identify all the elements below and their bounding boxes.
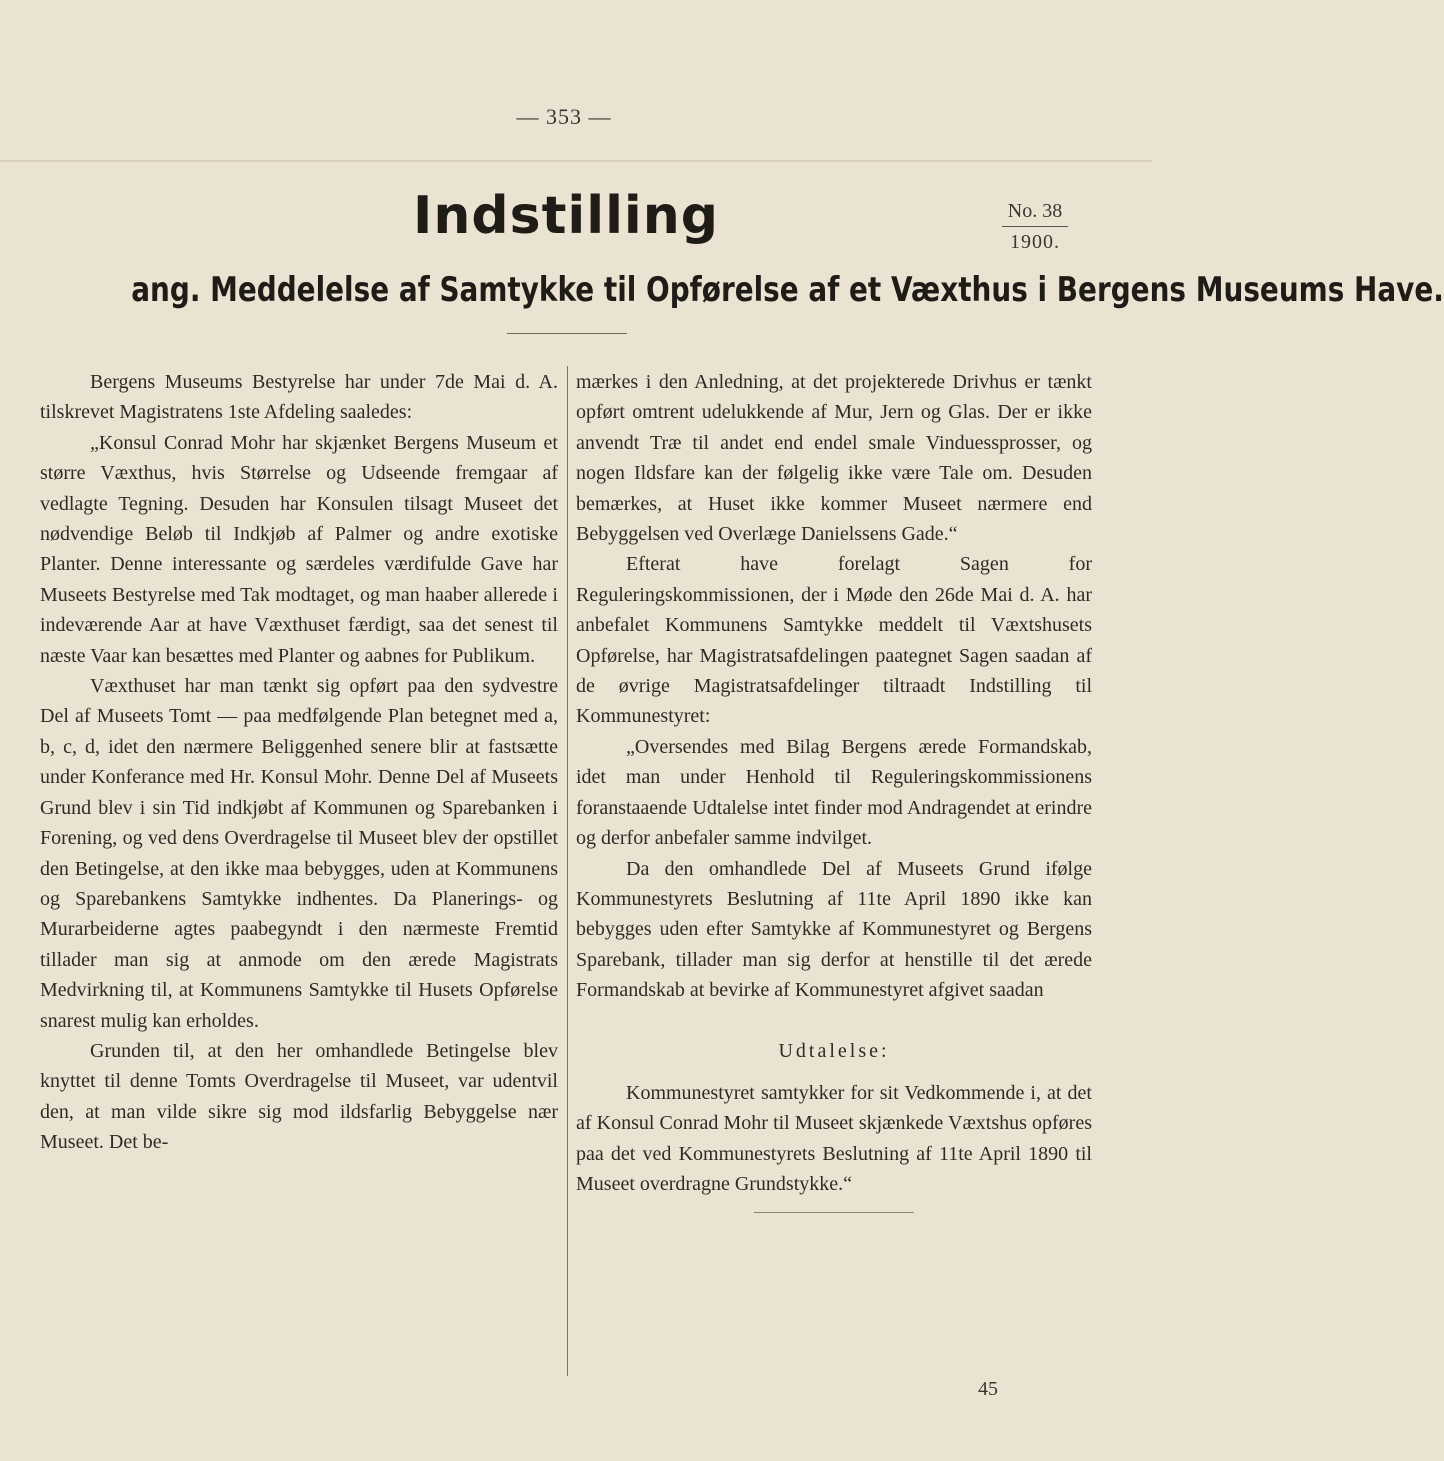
document-number: No. 38 — [1002, 200, 1068, 227]
sheet-number: 45 — [978, 1378, 998, 1400]
statement-heading: Udtalelse: — [778, 1039, 890, 1062]
left-column — [40, 367, 558, 1158]
left-paragraph-1: Bergens Museums Bestyrelse har under 7de Mai d. A. tilskrevet Magistratens 1ste Afdeling saaledes: — [40, 371, 558, 424]
title-divider — [507, 333, 627, 334]
column-separator — [567, 366, 568, 1376]
right-paragraph-1: mærkes i den Anledning, at det projekterede Drivhus er tænkt opført omtrent udelukkende af Mur, Jern og Glas. Der er ikke anvendt Træ til andet end endel smale Vinduessprosser, og nogen Ildsfare kan der følgelig ikke være Tale om. Desuden bemærkes, at Huset ikke kommer Museet nærmere end Bebyggelsen ved Overlæge Danielssens Gade.“ — [576, 371, 1092, 546]
document-year: 1900. — [1010, 231, 1060, 253]
page-fold-line — [0, 160, 1152, 162]
document-title: Indstilling — [413, 186, 719, 246]
right-paragraph-4: Da den omhandlede Del af Museets Grund ifølge Kommunestyrets Beslutning af 11te April 1890 ikke kan bebygges uden efter Samtykke af Kommunestyret og Bergens Sparebank, tillader man sig derfor at henstille til det ærede Formandskab at bevirke af Kommunestyret afgivet saadan — [576, 857, 1092, 1002]
right-paragraph-2: Efterat have forelagt Sagen for Reguleringskommissionen, der i Møde den 26de Mai d. A. har anbefalet Kommunens Samtykke meddelt til Væxtshusets Opførelse, har Magistratsafdelingen paategnet Sagen saadan af de øvrige Magistratsafdelinger tiltraadt Indstilling til Kommunestyret: — [576, 553, 1092, 728]
left-paragraph-4: Grunden til, at den her omhandlede Betingelse blev knyttet til denne Tomts Overdragelse til Museet, var udentvil den, at man vilde sikre sig mod ildsfarlig Bebyggelse nær Museet. Det be- — [40, 1039, 558, 1154]
page-number: — 353 — — [516, 104, 612, 129]
document-subtitle: ang. Meddelelse af Samtykke til Opførelse af et Væxthus i Bergens Museums Have. — [131, 270, 1444, 310]
right-column — [576, 367, 1092, 1213]
right-paragraph-3: „Oversendes med Bilag Bergens ærede Formandskab, idet man under Henhold til Reguleringskommissionens foranstaaende Udtalelse intet finder mod Andragendet at erindre og derfor anbefaler samme indvilget. — [576, 735, 1092, 850]
statement-text: Kommunestyret samtykker for sit Vedkommende i, at det af Konsul Conrad Mohr til Museet skjænkede Væxtshus opføres paa det ved Kommunestyrets Beslutning af 11te April 1890 til Museet overdragne Grundstykke.“ — [576, 1081, 1092, 1196]
left-paragraph-3: Væxthuset har man tænkt sig opført paa den sydvestre Del af Museets Tomt — paa medfølgende Plan betegnet med a, b, c, d, idet den nærmere Beliggenhed senere blir at fastsætte under Konferance med Hr. Konsul Mohr. Denne Del af Museets Grund blev i sin Tid indkjøbt af Kommunen og Sparebanken i Forening, og ved dens Overdragelse til Museet blev der opstillet den Betingelse, at den ikke maa bebygges, uden at Kommunens og Sparebankens Samtykke indhentes. Da Planerings- og Murarbeiderne agtes paabegyndt i den nærmeste Fremtid tillader man sig at anmode om den ærede Magistrats Medvirkning til, at Kommunens Samtykke til Husets Opførelse snarest mulig kan erholdes. — [40, 675, 558, 1032]
statement-divider — [754, 1212, 914, 1213]
document-number-block — [980, 200, 1090, 254]
left-paragraph-2: „Konsul Conrad Mohr har skjænket Bergens Museum et større Væxthus, hvis Størrelse og Udseende fremgaar af vedlagte Tegning. Desuden har Konsulen tilsagt Museet det nødvendige Beløb til Indkjøb af Palmer og andre exotiske Planter. Denne interessante og særdeles værdifulde Gave har Museets Bestyrelse med Tak modtaget, og man haaber allerede i indeværende Aar at have Væxthuset færdigt, saa det senest til næste Vaar kan besættes med Planter og aabnes for Publikum. — [40, 431, 558, 667]
